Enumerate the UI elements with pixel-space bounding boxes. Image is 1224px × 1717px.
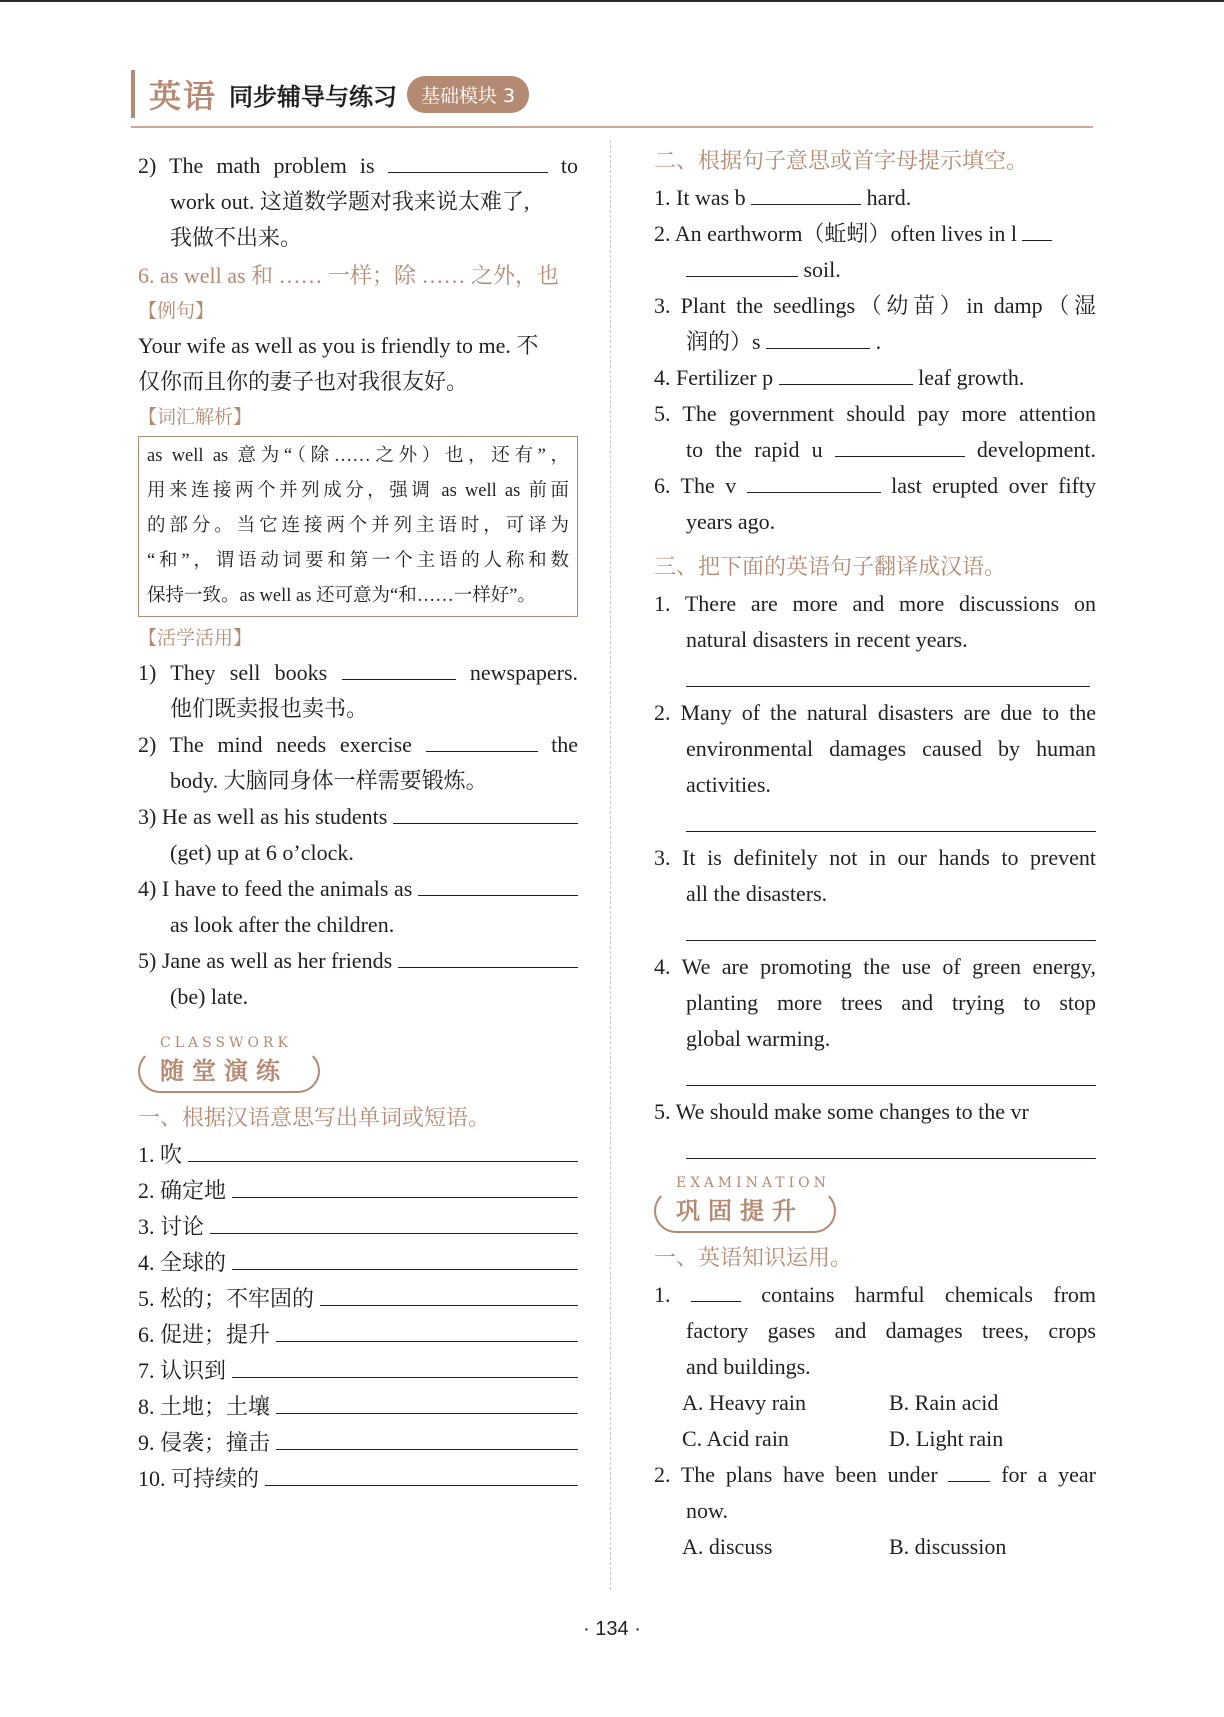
practice-5: 5) Jane as well as her friends <box>138 943 578 979</box>
fill-1: 1. It was b hard. <box>654 180 1096 216</box>
practice-2-cn: body. 大脑同身体一样需要锻炼。 <box>170 768 488 793</box>
mc1-options-row <box>654 1385 1096 1421</box>
header-subtitle: 同步辅导与练习 <box>229 82 398 111</box>
mc1-stem-cont: factory gases and damages trees, crops <box>686 1318 1096 1343</box>
answer-line[interactable] <box>276 1319 578 1342</box>
fill-3: 3. Plant the seedlings（幼苗）in damp（湿 <box>654 293 1096 318</box>
section4-title: 一、英语知识运用。 <box>654 1246 853 1271</box>
examination-en: EXAMINATION <box>676 1175 830 1191</box>
classwork-en: CLASSWORK <box>160 1035 292 1051</box>
practice-label: 【活学活用】 <box>138 627 253 649</box>
header-brand: 英语 <box>149 77 218 115</box>
fill-6: 6. The v last erupted over fifty <box>654 468 1096 504</box>
mc1-options-row <box>654 1421 1096 1457</box>
practice-4-cont: as look after the children. <box>170 912 395 937</box>
practice-2: 2) The mind needs exercise the <box>138 727 578 763</box>
translate-5: 5. We should make some changes to the vr <box>654 1099 1029 1124</box>
practice-3: 3) He as well as his students <box>138 799 578 835</box>
vocab-item: 6. 促进；提升 <box>138 1317 578 1353</box>
top-border <box>0 0 1224 2</box>
vocab-box-line: as well as 意为“（除……之外）也，还有”， <box>147 446 569 466</box>
header-module-badge: 基础模块 3 <box>407 76 529 113</box>
translate-2-cont: environmental damages caused by human <box>686 736 1096 761</box>
q2-line2: work out. 这道数学题对我来说太难了, <box>170 189 530 214</box>
examination-cn: 巩固提升 <box>676 1197 804 1225</box>
section2-title: 二、根据句子意思或首字母提示填空。 <box>654 149 1029 174</box>
vocab-item: 9. 侵袭；撞击 <box>138 1425 578 1461</box>
answer-line[interactable] <box>276 1391 578 1414</box>
answer-line[interactable] <box>320 1283 578 1306</box>
section3-title: 三、把下面的英语句子翻译成汉语。 <box>654 555 1007 580</box>
fill-2: 2. An earthworm（蚯蚓）often lives in l <box>654 216 1096 252</box>
fill-2-cont: soil. <box>654 252 1096 288</box>
example-cn: 仅你而且你的妻子也对我很友好。 <box>138 369 469 394</box>
blank[interactable] <box>393 801 578 824</box>
translate-1: 1. There are more and more discussions on <box>654 591 1096 616</box>
vocab-label: 【词汇解析】 <box>138 406 253 428</box>
translate-3: 3. It is definitely not in our hands to prevent <box>654 845 1096 870</box>
vocab-item: 8. 土地；土壤 <box>138 1389 578 1425</box>
answer-line[interactable] <box>188 1139 578 1162</box>
practice-1-cn: 他们既卖报也卖书。 <box>170 696 369 721</box>
option-d[interactable]: D. Light rain <box>889 1426 1004 1451</box>
answer-line[interactable] <box>265 1463 578 1486</box>
blank[interactable] <box>342 657 456 680</box>
translate-2: 2. Many of the natural disasters are due to the <box>654 700 1096 725</box>
column-divider <box>610 140 611 1590</box>
page-number: · 134 · <box>583 1618 641 1640</box>
fill-4: 4. Fertilizer p leaf growth. <box>654 360 1096 396</box>
vocab-item: 7. 认识到 <box>138 1353 578 1389</box>
translate-4: 4. We are promoting the use of green energy, <box>654 954 1096 979</box>
example-en: Your wife as well as you is friendly to me. 不 <box>138 333 539 358</box>
classwork-badge <box>138 1035 338 1095</box>
left-column <box>138 148 578 1497</box>
vocab-box <box>138 436 578 617</box>
blank[interactable] <box>388 150 548 173</box>
vocab-box-line: 用来连接两个并列成分，强调 as well as 前面 <box>147 481 569 501</box>
fill-5: 5. The government should pay more attention <box>654 401 1096 426</box>
translate-answer-line[interactable] <box>686 658 1090 687</box>
practice-5-cont: (be) late. <box>170 984 249 1009</box>
q2-line1: 2) The math problem is to <box>138 148 578 184</box>
right-column <box>654 148 1096 1565</box>
q2-line3: 我做不出来。 <box>170 225 303 250</box>
mc2-options-row <box>654 1529 1096 1565</box>
blank[interactable] <box>747 470 881 493</box>
page-header <box>131 68 529 120</box>
answer-line[interactable] <box>210 1211 578 1234</box>
item6-title: 6. as well as 和 …… 一样；除 …… 之外，也 <box>138 263 560 288</box>
vocab-box-line: 的部分。当它连接两个并列主语时，可译为 <box>147 516 569 536</box>
blank[interactable] <box>779 362 913 385</box>
fill-3-cont: 润的）s . <box>654 324 1096 360</box>
fill-6-cont: years ago. <box>686 509 776 534</box>
translate-answer-line[interactable] <box>686 803 1096 832</box>
option-a[interactable]: A. Heavy rain <box>682 1390 807 1415</box>
translate-4-cont: planting more trees and trying to stop <box>686 990 1096 1015</box>
option-c[interactable]: C. Acid rain <box>682 1426 789 1451</box>
example-label: 【例句】 <box>138 300 215 322</box>
practice-1: 1) They sell books newspapers. <box>138 655 578 691</box>
vocab-box-line: 保持一致。as well as 还可意为“和……一样好”。 <box>147 586 536 606</box>
answer-line[interactable] <box>232 1175 578 1198</box>
blank[interactable] <box>1022 218 1052 241</box>
blank[interactable] <box>766 326 870 349</box>
vocab-item: 4. 全球的 <box>138 1245 578 1281</box>
mc1-stem: 1. contains harmful chemicals from <box>654 1277 1096 1313</box>
blank[interactable] <box>835 434 965 457</box>
vocab-item: 1. 吹 <box>138 1137 578 1173</box>
practice-4: 4) I have to feed the animals as <box>138 871 578 907</box>
translate-answer-line[interactable] <box>686 1057 1096 1086</box>
answer-line[interactable] <box>232 1355 578 1378</box>
option-b[interactable]: B. Rain acid <box>889 1390 999 1415</box>
blank[interactable] <box>418 873 578 896</box>
blank[interactable] <box>426 729 538 752</box>
vocab-item: 5. 松的；不牢固的 <box>138 1281 578 1317</box>
examination-badge <box>654 1175 854 1235</box>
classwork-cn: 随堂演练 <box>160 1057 288 1085</box>
fill-5-cont: to the rapid u development. <box>654 432 1096 468</box>
translate-answer-line[interactable] <box>686 1130 1096 1159</box>
blank[interactable] <box>398 945 578 968</box>
vocab-box-line: “和”，谓语动词要和第一个主语的人称和数 <box>147 551 569 571</box>
vocab-item: 10. 可持续的 <box>138 1461 578 1497</box>
blank[interactable] <box>691 1279 741 1302</box>
translate-1-cont: natural disasters in recent years. <box>686 627 968 652</box>
mc1-stem-cont: and buildings. <box>686 1354 811 1379</box>
header-accent-bar <box>131 70 135 118</box>
option-a[interactable]: A. discuss <box>682 1534 773 1559</box>
translate-answer-line[interactable] <box>686 912 1096 941</box>
header-rule <box>131 126 1093 128</box>
blank[interactable] <box>948 1459 990 1482</box>
mc2-stem: 2. The plans have been under for a year <box>654 1457 1096 1493</box>
blank[interactable] <box>751 182 861 205</box>
blank[interactable] <box>686 254 798 277</box>
translate-4-cont: global warming. <box>686 1026 831 1051</box>
translate-3-cont: all the disasters. <box>686 881 828 906</box>
vocab-item: 2. 确定地 <box>138 1173 578 1209</box>
translate-2-cont: activities. <box>686 772 771 797</box>
vocab-item: 3. 讨论 <box>138 1209 578 1245</box>
practice-3-cont: (get) up at 6 o’clock. <box>170 840 354 865</box>
mc2-stem-cont: now. <box>686 1498 728 1523</box>
answer-line[interactable] <box>276 1427 578 1450</box>
section1-title: 一、根据汉语意思写出单词或短语。 <box>138 1106 491 1131</box>
answer-line[interactable] <box>232 1247 578 1270</box>
option-b[interactable]: B. discussion <box>889 1534 1007 1559</box>
